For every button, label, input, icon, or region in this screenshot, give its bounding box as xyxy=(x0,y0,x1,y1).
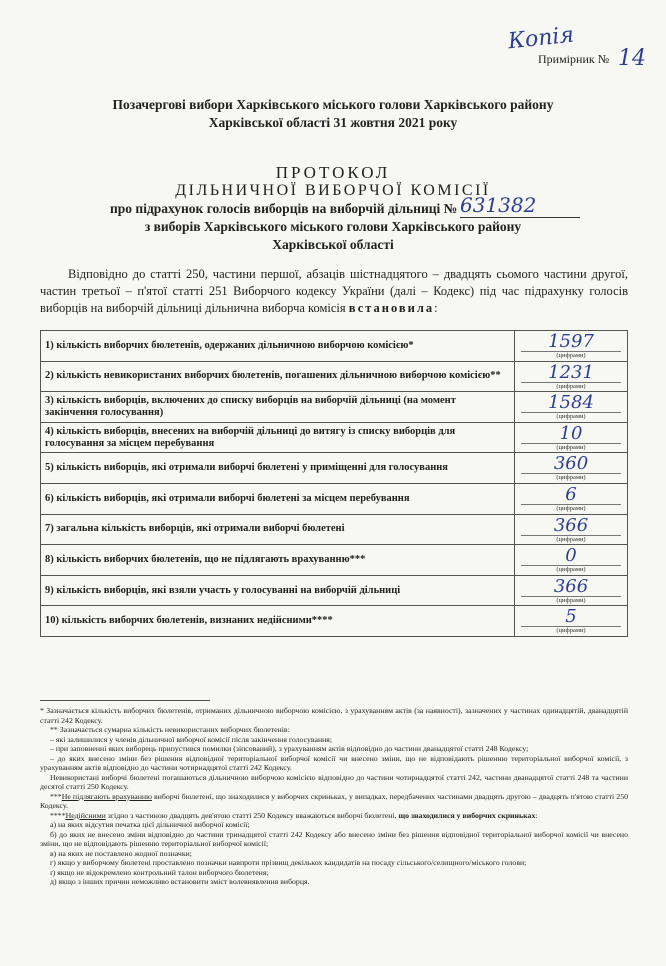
result-row-value: 10 xyxy=(559,422,583,444)
footnote-2-note: Невикористані виборчі бюлетені погашаються дільничною виборчою комісією відповідно до частини чотирнадцятої статті 242, частини дванадцятої статті 248 та частини десятої статті 250 Кодексу. xyxy=(40,772,628,791)
result-row xyxy=(41,514,628,545)
footnote-4-prefix: **** xyxy=(50,810,66,820)
footnote-3 xyxy=(40,792,628,811)
footnote-3-text: виборчі бюлетені, що знаходилися у виборчих скриньках, у випадках, передбачених частинами двадцять другою – двадцять п'ятою статті 250 Кодексу. xyxy=(40,791,628,810)
footnote-4-bold: що знаходилися у виборчих скриньках xyxy=(398,810,536,820)
result-row-label: 9) кількість виборців, які взяли участь у голосуванні на виборчій дільниці xyxy=(41,575,515,606)
protocol-subtitle: ДІЛЬНИЧНОЇ ВИБОРЧОЇ КОМІСІЇ xyxy=(175,182,491,199)
footnote-divider xyxy=(40,700,210,701)
result-row-label: 3) кількість виборців, включених до списку виборців на виборчій дільниці (на момент закінчення голосування) xyxy=(41,392,515,423)
result-row-label: 7) загальна кількість виборців, які отримали виборчі бюлетені xyxy=(41,514,515,545)
result-row xyxy=(41,392,628,423)
value-caption: (цифрами) xyxy=(556,535,586,543)
result-row xyxy=(41,483,628,514)
result-row-value: 0 xyxy=(565,545,577,567)
footnote-4-item: а) на яких відсутня печатка цієї дільничної виборчої комісії; xyxy=(50,820,250,829)
intro-colon: : xyxy=(434,301,438,315)
footnote-4-item: б) до яких не внесено зміни відповідно до частини тринадцятої статті 242 Кодексу або внесено зміни без рішення відповідної територіальної виборчої комісії чи внесено зміни, що не відповідають рішенню територіальної виборчої комісії; xyxy=(40,829,628,848)
result-row-value: 366 xyxy=(553,514,589,536)
result-row xyxy=(41,606,628,637)
result-row-value-cell xyxy=(515,361,628,392)
result-row-label: 2) кількість невикористаних виборчих бюлетенів, погашених дільничною виборчою комісією** xyxy=(41,361,515,392)
copy-number-value: 14 xyxy=(618,46,646,71)
result-row-value-cell xyxy=(515,453,628,484)
footnote-2-item: – при заповненні яких виборець припустився помилки (зіпсований), з урахуванням актів відповідно до частини дванадцятої статті 248 Кодексу; xyxy=(50,744,529,753)
result-row-label: 10) кількість виборчих бюлетенів, визнаних недійсними**** xyxy=(41,606,515,637)
station-number: 631382 xyxy=(460,193,580,218)
result-row-value-cell xyxy=(515,483,628,514)
result-row-value: 1597 xyxy=(548,331,594,352)
result-row-label: 5) кількість виборців, які отримали виборчі бюлетені у приміщенні для голосування xyxy=(41,453,515,484)
value-caption: (цифрами) xyxy=(556,443,586,451)
footnote-4-text: згідно з частиною двадцять дев'ятою статті 250 Кодексу вважаються виборчі бюлетені, xyxy=(105,810,399,820)
result-row xyxy=(41,453,628,484)
result-row-value-cell xyxy=(515,545,628,576)
result-row-value-cell xyxy=(515,331,628,362)
result-row-value-cell xyxy=(515,514,628,545)
value-caption: (цифрами) xyxy=(556,474,586,482)
copy-handwritten-mark: Копія xyxy=(506,22,576,55)
result-row xyxy=(41,575,628,606)
protocol-line2: з виборів Харківського міського голови Харківського району xyxy=(144,219,522,234)
result-row xyxy=(41,361,628,392)
footnote-4-colon: : xyxy=(535,810,538,820)
footnotes xyxy=(40,706,628,887)
intro-text: Відповідно до статті 250, частини першої, абзаців шістнадцятого – двадцять сьомого частини другої, частин третьої – п'ятої статті 251 Виборчого кодексу України (далі – Кодекс) під час підрахунку голосів виборців на виборчій дільниці дільнична виборча комісія xyxy=(40,267,628,315)
results-table xyxy=(40,330,628,637)
result-row xyxy=(41,422,628,453)
result-row-value: 1584 xyxy=(548,392,594,414)
footnote-1: * Зазначається кількість виборчих бюлетенів, отриманих дільничною виборчою комісією, з урахуванням актів (за наявності), зазначених у частинах одинадцятій, дванадцятій статті 242 Кодексу. xyxy=(40,706,628,725)
footnote-3-prefix: *** xyxy=(50,791,62,801)
value-caption: (цифрами) xyxy=(556,413,586,421)
result-row-value-cell xyxy=(515,422,628,453)
value-caption: (цифрами) xyxy=(556,382,586,390)
intro-paragraph xyxy=(40,266,628,317)
result-row-value: 366 xyxy=(553,575,589,597)
result-row-value: 5 xyxy=(565,606,577,628)
result-row-value: 6 xyxy=(565,483,577,505)
result-row-value: 1231 xyxy=(548,361,594,383)
value-caption: (цифрами) xyxy=(556,352,586,359)
election-header xyxy=(0,96,666,132)
result-row-label: 4) кількість виборців, внесених на виборчій дільниці до витягу із списку виборців для голосування за місцем перебування xyxy=(41,422,515,453)
result-row-label: 1) кількість виборчих бюлетенів, одержаних дільничною виборчою комісією* xyxy=(41,331,515,362)
value-caption: (цифрами) xyxy=(556,627,586,635)
footnote-4-item: д) якщо з інших причин неможливо встановити зміст волевиявлення виборця. xyxy=(50,877,310,886)
result-row-value-cell xyxy=(515,575,628,606)
election-header-line2: Харківської області 31 жовтня 2021 року xyxy=(208,115,458,130)
value-caption: (цифрами) xyxy=(556,566,586,574)
protocol-line3: Харківської області xyxy=(272,237,394,252)
footnote-4-item: в) на яких не поставлено жодної позначки; xyxy=(50,848,192,858)
value-caption: (цифрами) xyxy=(556,504,586,512)
footnote-4 xyxy=(40,811,628,821)
intro-established: встановила xyxy=(348,301,435,315)
footnote-2-item: – до яких внесено зміни без рішення відповідної територіальної виборчої комісії чи внесено зміни, що не відповідають рішенню територіальної виборчої комісії, з урахуванням актів відповідно до частини чотирнадцятої статті 242 Кодексу. xyxy=(40,753,628,772)
footnote-2-item: – які залишилися у членів дільничної виборчої комісії після закінчення голосування; xyxy=(50,734,333,744)
result-row-value: 360 xyxy=(553,453,589,475)
footnote-4-item: г) якщо у виборчому бюлетені проставлено позначки навпроти прізвищ декількох кандидатів на посаду сільського/селищного/міського голови; xyxy=(50,858,527,867)
result-row-value-cell xyxy=(515,392,628,423)
protocol-title: ПРОТОКОЛ xyxy=(275,163,391,182)
value-caption: (цифрами) xyxy=(556,596,586,604)
result-row-label: 8) кількість виборчих бюлетенів, що не підлягають врахуванню*** xyxy=(41,545,515,576)
result-row xyxy=(41,545,628,576)
protocol-line1: про підрахунок голосів виборців на виборчій дільниці № xyxy=(110,201,458,216)
result-row xyxy=(41,331,628,362)
election-header-line1: Позачергові вибори Харківського міського голови Харківського району xyxy=(112,97,554,112)
footnote-4-term: Недійсними xyxy=(65,810,106,820)
footnote-3-term: Не підлягають врахуванню xyxy=(61,791,152,801)
footnote-4-item: ґ) якщо не відокремлено контрольний талон виборчого бюлетеня; xyxy=(50,867,269,877)
copy-number-label: Примірник № xyxy=(538,52,610,66)
footnote-2-heading: ** Зазначається сумарна кількість невикористаних виборчих бюлетенів: xyxy=(50,725,290,734)
result-row-value-cell xyxy=(515,606,628,637)
result-row-label: 6) кількість виборців, які отримали виборчі бюлетені за місцем перебування xyxy=(41,483,515,514)
